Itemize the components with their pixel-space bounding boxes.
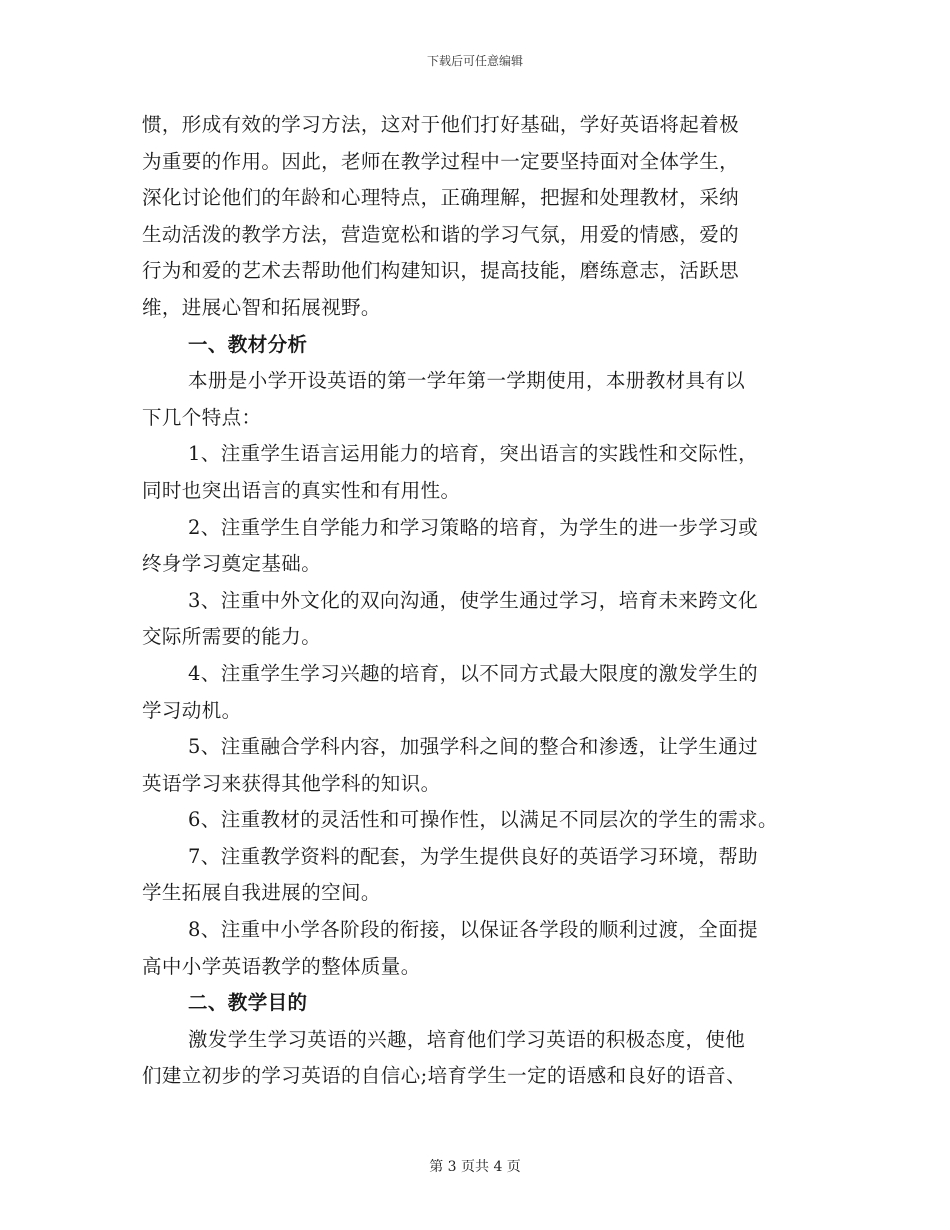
text-line: 8、注重中小学各阶段的衔接，以保证各学段的顺利过渡，全面提 [188,918,759,942]
text-line: 激发学生学习英语的兴趣，培育他们学习英语的积极态度，使他 [188,1027,746,1051]
text-line: 维，进展心智和拓展视野。 [142,295,381,319]
text-line: 行为和爱的艺术去帮助他们构建知识，提高技能，磨练意志，活跃思 [142,259,740,283]
text-line: 同时也突出语言的真实性和有用性。 [142,478,461,502]
text-line: 英语学习来获得其他学科的知识。 [142,771,441,795]
text-line: 5、注重融合学科内容，加强学科之间的整合和渗透，让学生通过 [188,735,759,759]
section-heading: 二、教学目的 [188,991,308,1015]
text-line: 深化讨论他们的年龄和心理特点，正确理解，把握和处理教材，采纳 [142,186,740,210]
text-line: 6、注重教材的灵活性和可操作性，以满足不同层次的学生的需求。 [188,808,778,832]
text-line: 4、注重学生学习兴趣的培育，以不同方式最大限度的激发学生的 [188,661,759,685]
text-line: 2、注重学生自学能力和学习策略的培育，为学生的进一步学习或 [188,515,759,539]
text-line: 高中小学英语教学的整体质量。 [142,954,421,978]
text-line: 为重要的作用。因此，老师在教学过程中一定要坚持面对全体学生， [142,149,740,173]
text-line: 学习动机。 [142,698,242,722]
document-body [142,107,812,1095]
page-header: 下载后可任意编辑 [426,54,523,68]
text-line: 交际所需要的能力。 [142,625,322,649]
text-line: 7、注重教学资料的配套，为学生提供良好的英语学习环境，帮助 [188,844,759,868]
section-heading: 一、教材分析 [188,332,308,356]
text-line: 终身学习奠定基础。 [142,552,322,576]
text-line: 3、注重中外文化的双向沟通，使学生通过学习，培育未来跨文化 [188,588,759,612]
text-line: 生动活泼的教学方法，营造宽松和谐的学习气氛，用爱的情感，爱的 [142,222,740,246]
text-line: 下几个特点： [142,405,262,429]
text-line: 学生拓展自我进展的空间。 [142,881,381,905]
page-footer: 第 3 页共 4 页 [429,1159,521,1175]
text-line: 们建立初步的学习英语的自信心;培育学生一定的语感和良好的语音、 [142,1064,746,1088]
text-line: 本册是小学开设英语的第一学年第一学期使用，本册教材具有以 [188,369,746,393]
text-line: 1、注重学生语言运用能力的培育，突出语言的实践性和交际性， [188,442,759,466]
text-line: 惯，形成有效的学习方法，这对于他们打好基础，学好英语将起着极 [142,113,740,136]
